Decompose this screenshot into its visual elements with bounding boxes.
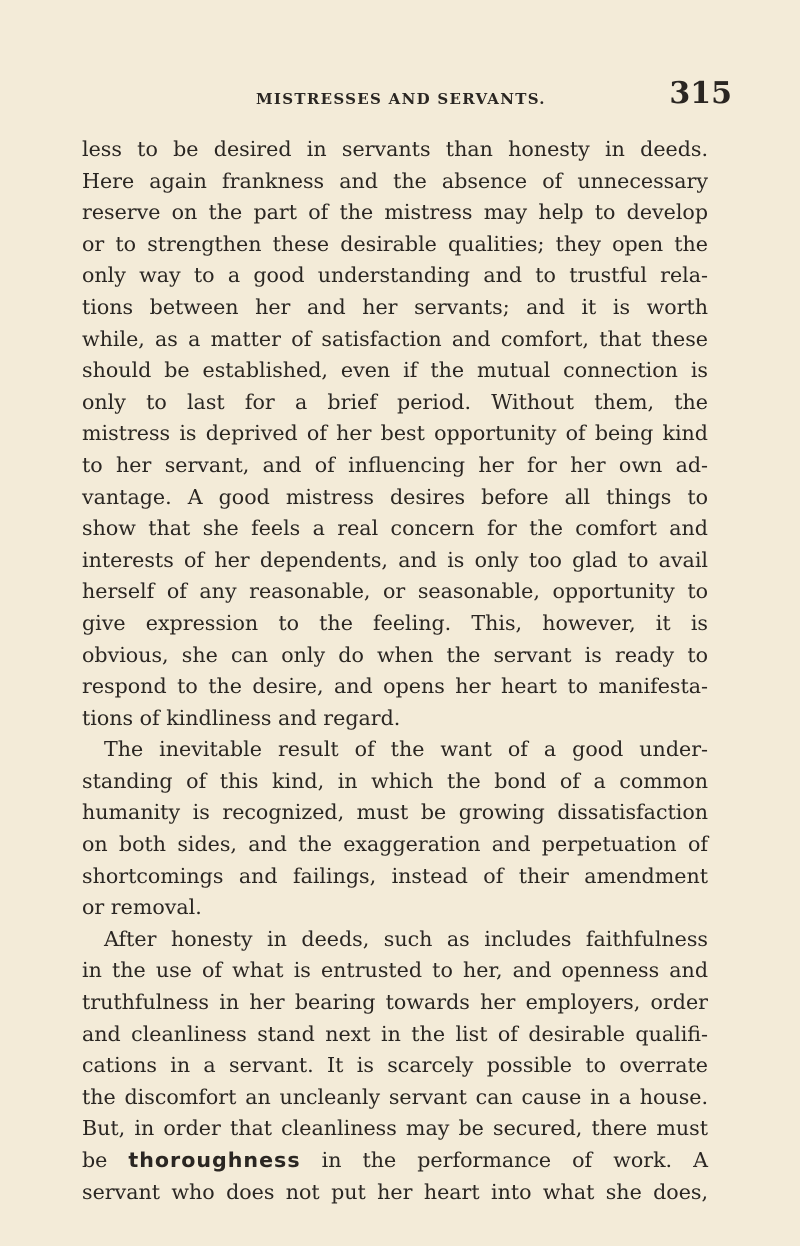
text-line: interests of her dependents, and is only too glad to avail bbox=[82, 547, 708, 572]
text-line: truthfulness in her bearing towards her employers, order bbox=[82, 990, 708, 1015]
text-line: shortcomings and failings, instead of their amendment bbox=[82, 863, 708, 888]
body-text bbox=[82, 134, 708, 1208]
text-line: After honesty in deeds, such as includes faithfulness bbox=[104, 926, 708, 951]
text-line: only way to a good understanding and to trustful rela- bbox=[82, 263, 708, 288]
text-line: and cleanliness stand next in the list of desirable qualifi- bbox=[82, 1021, 708, 1046]
text-line: or removal. bbox=[82, 895, 202, 920]
text-line: should be established, even if the mutual connection is bbox=[82, 358, 708, 383]
text-line: show that she feels a real concern for the comfort and bbox=[82, 516, 708, 541]
text-line: But, in order that cleanliness may be secured, there must bbox=[82, 1116, 708, 1141]
text-line: obvious, she can only do when the servant is ready to bbox=[82, 642, 708, 667]
text-line: humanity is recognized, must be growing dissatisfaction bbox=[82, 800, 708, 825]
page-number: 315 bbox=[669, 76, 732, 111]
text-line: vantage. A good mistress desires before all things to bbox=[82, 484, 708, 509]
text-fragment: be bbox=[82, 1148, 108, 1172]
text-line: herself of any reasonable, or seasonable, opportunity to bbox=[82, 579, 708, 604]
text-line bbox=[82, 1145, 708, 1177]
text-line: to her servant, and of influencing her for her own ad- bbox=[82, 452, 708, 477]
text-line: cations in a servant. It is scarcely possible to overrate bbox=[82, 1053, 708, 1078]
text-line: tions of kindliness and regard. bbox=[82, 705, 401, 730]
text-line: respond to the desire, and opens her heart to manifesta- bbox=[82, 674, 708, 699]
text-line: tions between her and her servants; and it is worth bbox=[82, 294, 708, 319]
running-head bbox=[96, 76, 732, 116]
text-line: give expression to the feeling. This, however, it is bbox=[82, 610, 708, 635]
text-line: only to last for a brief period. Without them, the bbox=[82, 389, 708, 414]
text-line: standing of this kind, in which the bond of a common bbox=[82, 768, 708, 793]
running-title: MISTRESSES AND SERVANTS. bbox=[256, 90, 546, 108]
text-line: the discomfort an uncleanly servant can cause in a house. bbox=[82, 1084, 708, 1109]
text-fragment: in the performance of work. A bbox=[321, 1148, 708, 1172]
text-line: Here again frankness and the absence of unnecessary bbox=[82, 168, 708, 193]
text-line: or to strengthen these desirable qualities; they open the bbox=[82, 231, 708, 256]
text-line: servant who does not put her heart into what she does, bbox=[82, 1179, 708, 1204]
emphasized-word: thoroughness bbox=[128, 1148, 301, 1172]
text-line: reserve on the part of the mistress may help to develop bbox=[82, 200, 708, 225]
text-line: The inevitable result of the want of a good under- bbox=[104, 737, 708, 762]
text-line: less to be desired in servants than honesty in deeds. bbox=[82, 137, 708, 161]
text-line: mistress is deprived of her best opportunity of being kind bbox=[82, 421, 708, 446]
text-line: on both sides, and the exaggeration and perpetuation of bbox=[82, 832, 708, 857]
text-line: while, as a matter of satisfaction and comfort, that these bbox=[82, 326, 708, 351]
text-line: in the use of what is entrusted to her, and openness and bbox=[82, 958, 708, 983]
